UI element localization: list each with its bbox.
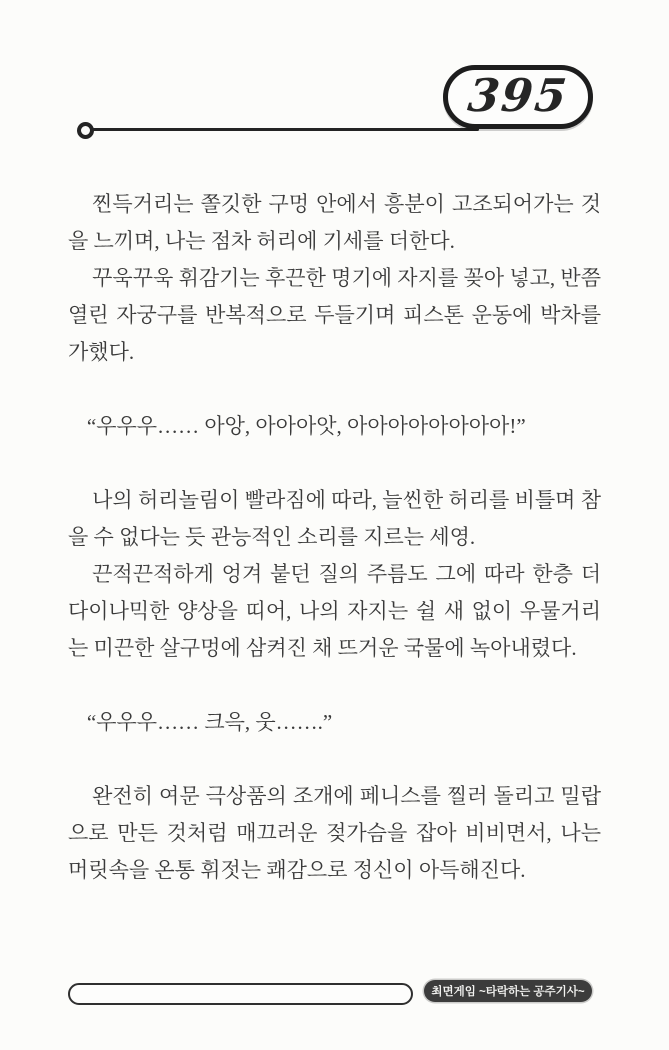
narration-paragraph: 찐득거리는 쫄깃한 구멍 안에서 흥분이 고조되어가는 것을 느끼며, 나는 점차 허리에 기세를 더한다. <box>68 192 601 253</box>
footer-title-box <box>68 983 413 1005</box>
page-number: 395 <box>465 68 571 122</box>
dialogue-paragraph: “우우우…… 크윽, 웃…….” <box>86 710 333 734</box>
narration-paragraph: 완전히 여문 극상품의 조개에 페니스를 찔러 돌리고 밀랍으로 만든 것처럼 매끄러운 젖가슴을 잡아 비비면서, 나는 머릿속을 온통 휘젓는 쾌감으로 정신이 아득해진다. <box>68 784 601 882</box>
narration-paragraph: 끈적끈적하게 엉겨 붙던 질의 주름도 그에 따라 한층 더 다이나믹한 양상을 띠어, 나의 자지는 쉴 새 없이 우물거리는 미끈한 살구멍에 삼켜진 채 뜨거운 국물에 녹아내렸다. <box>68 562 601 660</box>
series-title-badge <box>424 980 592 1002</box>
page-number-badge <box>443 65 593 129</box>
dialogue-paragraph: “우우우…… 아앙, 아아아앗, 아아아아아아아아!” <box>86 414 526 438</box>
novel-text-body <box>68 186 601 889</box>
series-title-label: 최면게임 ~타락하는 공주기사~ <box>431 986 585 998</box>
header-ring-ornament <box>77 122 94 139</box>
narration-paragraph: 꾸욱꾸욱 휘감기는 후끈한 명기에 자지를 꽂아 넣고, 반쯤 열린 자궁구를 반복적으로 두들기며 피스톤 운동에 박차를 가했다. <box>68 266 601 364</box>
header-rule-line <box>89 128 479 131</box>
narration-paragraph: 나의 허리놀림이 빨라짐에 따라, 늘씬한 허리를 비틀며 참을 수 없다는 듯 관능적인 소리를 지르는 세영. <box>68 488 601 549</box>
